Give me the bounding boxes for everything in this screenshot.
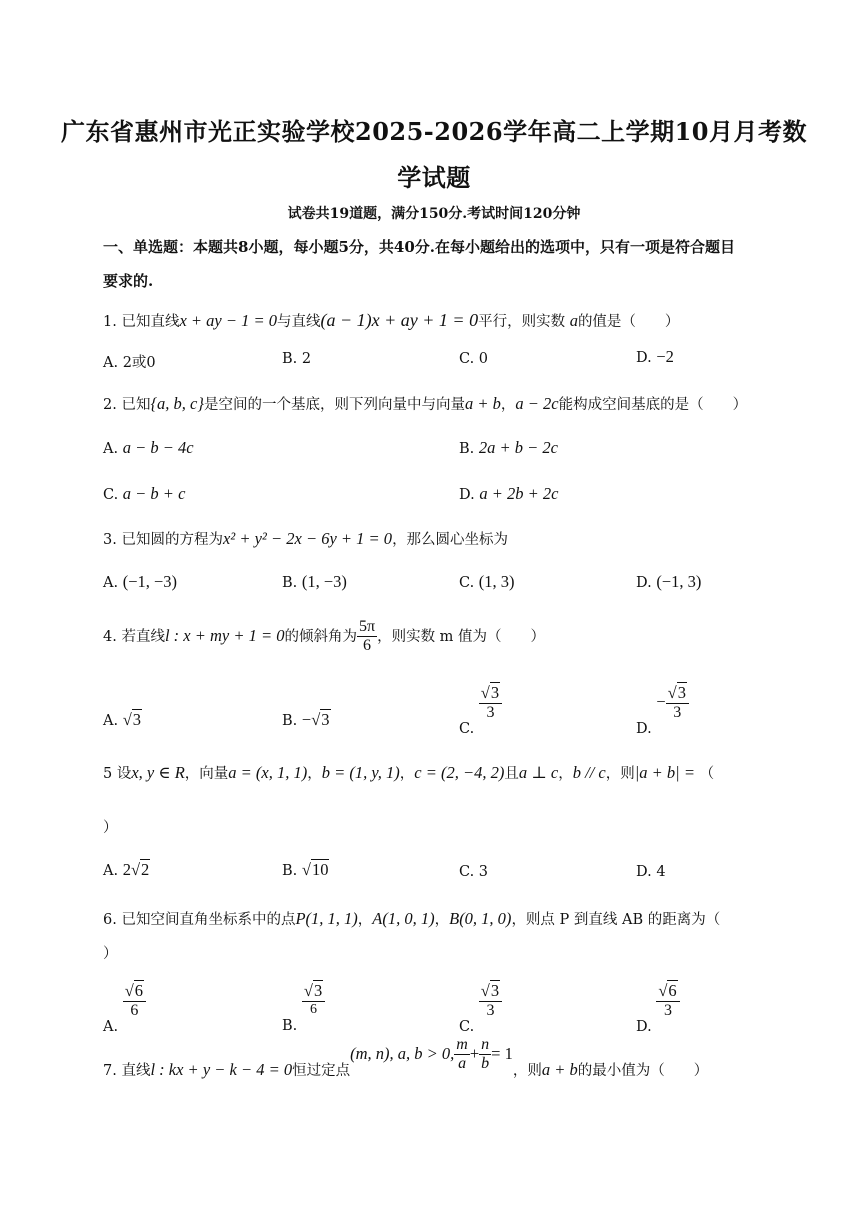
- q6-point-b: B(0, 1, 0): [449, 909, 512, 928]
- q7-condition: (m, n), a, b > 0,: [350, 1043, 455, 1063]
- q3-equation: x² + y² − 2x − 6y + 1 = 0: [222, 529, 393, 548]
- q7-sum: a + b: [541, 1059, 578, 1079]
- section-heading-line-2: 要求的.: [103, 272, 154, 290]
- q2-basis: {a, b, c}: [150, 394, 204, 413]
- question-5: 5 设x, y ∈ R，向量a = (x, 1, 1)，b = (1, y, 1)，c = (2, −4, 2)且a ⊥ c，b // c，则|a + b| = （: [103, 763, 715, 782]
- q2-option-c-label: C.: [103, 487, 123, 503]
- q7-fraction-1: [454, 1036, 470, 1074]
- q2-end: 能构成空间基底的是（ ）: [558, 397, 748, 413]
- question-2: [103, 393, 747, 414]
- q5-condition-2: b // c: [572, 763, 606, 782]
- question-7: [103, 1036, 709, 1090]
- q5-option-b: [282, 860, 329, 880]
- q7-line-equation: l : kx + y − k − 4 = 0: [150, 1059, 293, 1079]
- q7-mid: 恒过定点: [292, 1062, 351, 1079]
- q7-prefix: 7. 直线: [103, 1062, 151, 1079]
- q1-option-d: [636, 347, 674, 367]
- q6-option-a: [103, 981, 146, 1036]
- q1-prefix: 1. 已知直线: [103, 314, 180, 330]
- q3-option-c-value: (1, 3): [478, 572, 515, 591]
- q1-line2-equation: (a − 1)x + ay + 1 = 0: [320, 310, 479, 330]
- q6-prefix: 6. 已知空间直角坐标系中的点: [103, 912, 296, 928]
- q2-mid: 是空间的一个基底，则下列向量中与向量: [203, 397, 465, 413]
- q2-option-a-value: a − b − 4c: [122, 438, 194, 457]
- q4-option-d-value: [666, 684, 689, 722]
- q2-option-c-value: a − b + c: [122, 484, 186, 503]
- q4-option-c-numerator: √3: [479, 684, 502, 704]
- q5-option-a-label: A.: [103, 863, 123, 879]
- q5-paren-open: （: [699, 766, 715, 782]
- q4-option-a-label: A.: [103, 713, 123, 729]
- q4-option-b-label: B.: [282, 713, 302, 729]
- q7-fraction-2: [479, 1036, 491, 1074]
- q6-option-d: [636, 981, 680, 1036]
- q1-option-d-label: D.: [636, 350, 657, 366]
- q6-option-b-value: [302, 982, 325, 1018]
- q4-angle-denominator: 6: [363, 637, 372, 655]
- q6-option-c: [459, 981, 502, 1036]
- q6-option-a-radicand: 6: [134, 981, 144, 1000]
- q7-plus: +: [469, 1043, 480, 1063]
- section-heading-line-1: 一、单选题：本题共8小题，每小题5分，共40分.在每小题给出的选项中，只有一项是符合题目: [103, 238, 735, 256]
- q4-angle-fraction: [357, 618, 377, 656]
- q5-option-b-value: √10: [301, 860, 329, 879]
- q5-domain: x, y ∈ R: [131, 763, 185, 782]
- question-1: [103, 310, 679, 331]
- q3-prefix: 3. 已知圆的方程为: [103, 532, 223, 548]
- q3-option-d-value: (−1, 3): [656, 572, 702, 591]
- exam-title-line-1: 广东省惠州市光正实验学校2025-2026学年高二上学期10月月考数: [61, 117, 807, 146]
- q7-fraction-1-denominator: a: [458, 1055, 467, 1073]
- q6-option-c-numerator: √3: [479, 982, 502, 1002]
- q2-vector-2: a − 2c: [515, 394, 559, 413]
- q2-option-d: [459, 484, 558, 504]
- q7-then: ，则: [512, 1062, 542, 1079]
- q3-end: ，那么圆心坐标为: [392, 532, 509, 548]
- q7-fraction-1-numerator: m: [454, 1036, 470, 1055]
- q1-mid: 与直线: [277, 314, 321, 330]
- q2-option-b: [459, 438, 558, 458]
- q6-option-c-radicand: 3: [490, 981, 500, 1000]
- q2-comma: ，: [500, 397, 516, 413]
- q4-option-c-radicand: 3: [490, 683, 500, 702]
- q4-option-d: [636, 683, 689, 738]
- q6-paren-close: ）: [103, 946, 118, 962]
- q4-option-a-radicand: 3: [132, 710, 142, 729]
- q4-option-a: [103, 710, 142, 730]
- q6-option-b-numerator: √3: [302, 982, 325, 1002]
- q5-option-b-radicand: 10: [311, 860, 329, 879]
- q1-option-d-value: −2: [656, 347, 674, 366]
- q1-line1-equation: x + ay − 1 = 0: [179, 311, 278, 330]
- q3-option-b-label: B.: [282, 575, 302, 591]
- q5-condition-1: a ⊥ c: [518, 763, 559, 782]
- q6-option-d-value: [656, 982, 679, 1020]
- q5-paren-close: ）: [103, 820, 118, 836]
- q2-option-a: [103, 438, 194, 458]
- q3-option-d: [636, 572, 701, 592]
- q6-option-d-numerator: √6: [656, 982, 679, 1002]
- q2-option-d-label: D.: [459, 487, 480, 503]
- q6-option-a-label: A.: [103, 1019, 123, 1036]
- q2-option-c: [103, 484, 185, 504]
- q4-prefix: 4. 若直线: [103, 628, 165, 645]
- q5-prefix-2: 设: [116, 766, 132, 782]
- q5-option-a-radicand: 2: [141, 860, 150, 879]
- q7-end: 的最小值为（ ）: [577, 1062, 709, 1079]
- q3-option-b: [282, 572, 347, 592]
- q4-option-d-label: D.: [636, 721, 657, 738]
- q7-fraction-2-denominator: b: [481, 1055, 490, 1073]
- q4-option-c-denominator: 3: [486, 703, 495, 721]
- q6-point-p: P(1, 1, 1): [295, 909, 358, 928]
- q2-option-b-label: B.: [459, 441, 479, 457]
- q1-end: 的值是（ ）: [577, 314, 680, 330]
- q5-option-a-coef: 2: [122, 860, 131, 879]
- q5-and: 且: [504, 766, 519, 782]
- question-4: [103, 618, 545, 656]
- q5-then: ，则: [605, 766, 635, 782]
- q6-option-b-radicand: 3: [313, 981, 323, 1000]
- q2-option-d-value: a + 2b + 2c: [479, 484, 559, 503]
- q2-option-b-value: 2a + b − 2c: [478, 438, 558, 457]
- q5-option-c: C. 3: [459, 864, 489, 880]
- q6-option-d-denominator: 3: [663, 1001, 672, 1019]
- q5-vector-a: a = (x, 1, 1): [228, 763, 308, 782]
- q6-option-a-value: [123, 982, 146, 1020]
- q4-option-a-value: √3: [122, 710, 142, 729]
- q4-option-c: [459, 683, 502, 738]
- q6-option-d-label: D.: [636, 1019, 657, 1036]
- question-6: 6. 已知空间直角坐标系中的点P(1, 1, 1)，A(1, 0, 1)，B(0, 1, 0)，则点 P 到直线 AB 的距离为（: [103, 909, 721, 928]
- q3-option-d-label: D.: [636, 575, 657, 591]
- q6-point-a: A(1, 0, 1): [372, 909, 435, 928]
- q1-tail: 平行，则实数: [478, 314, 566, 330]
- exam-subtitle: 试卷共19道题，满分150分.考试时间120分钟: [287, 206, 581, 222]
- q6-option-c-label: C.: [459, 1019, 479, 1036]
- q4-option-d-sign: −: [656, 692, 666, 712]
- q4-end: ，则实数 m 值为（ ）: [377, 628, 546, 645]
- q1-option-b: B. 2: [282, 351, 312, 367]
- q4-option-b-value: −√3: [301, 710, 330, 729]
- q3-option-b-value: (1, −3): [301, 572, 347, 591]
- q3-option-c: [459, 572, 515, 592]
- q4-option-c-value: [479, 684, 502, 722]
- q7-equals: = 1: [491, 1043, 513, 1063]
- q3-option-a-label: A.: [103, 575, 123, 591]
- q4-option-b: [282, 710, 331, 730]
- section-heading: [103, 230, 763, 298]
- q5-option-d: D. 4: [636, 864, 666, 880]
- q3-option-a-value: (−1, −3): [122, 572, 178, 591]
- q6-option-b: [282, 981, 325, 1035]
- q2-prefix: 2. 已知: [103, 397, 151, 413]
- q6-end: ，则点 P 到直线 AB 的距离为（: [511, 912, 721, 928]
- q4-option-d-radicand: 3: [677, 683, 686, 702]
- q2-vector-1: a + b: [464, 394, 501, 413]
- q6-option-c-value: [479, 982, 502, 1020]
- q4-option-b-sign: −: [301, 710, 312, 729]
- q4-option-d-denominator: 3: [673, 703, 682, 721]
- q4-mid: 的倾斜角为: [284, 628, 357, 645]
- exam-title-line-2: 学试题: [397, 163, 471, 192]
- q1-variable: a: [569, 311, 578, 330]
- q5-option-b-label: B.: [282, 863, 302, 879]
- q1-option-a: A. 2或0: [103, 355, 156, 371]
- q3-option-c-label: C.: [459, 575, 479, 591]
- q4-option-c-label: C.: [459, 721, 479, 738]
- q6-option-b-denominator: 6: [310, 1001, 318, 1017]
- question-3: [103, 528, 508, 549]
- q5-vector-b: b = (1, y, 1): [321, 763, 400, 782]
- q5-result: |a + b| =: [634, 763, 695, 782]
- q3-option-a: [103, 572, 177, 592]
- q4-angle-numerator: 5π: [357, 618, 377, 637]
- q5-vector-c: c = (2, −4, 2): [414, 763, 505, 782]
- q4-option-b-radicand: 3: [321, 710, 330, 729]
- q6-option-a-numerator: √6: [123, 982, 146, 1002]
- q6-option-b-label: B.: [282, 1018, 302, 1035]
- q5-mid: ，向量: [184, 766, 229, 782]
- q6-option-a-denominator: 6: [130, 1001, 139, 1019]
- q7-fraction-2-numerator: n: [479, 1036, 491, 1055]
- q6-option-c-denominator: 3: [486, 1001, 495, 1019]
- q5-option-a-value: 2√2: [122, 860, 150, 879]
- q2-option-a-label: A.: [103, 441, 123, 457]
- q4-equation: l : x + my + 1 = 0: [164, 625, 285, 645]
- q5-option-a: [103, 860, 150, 880]
- q5-prefix: 5: [103, 766, 113, 782]
- q4-option-d-numerator: √3: [666, 684, 689, 704]
- q6-option-d-radicand: 6: [668, 981, 677, 1000]
- q1-option-c: C. 0: [459, 351, 489, 367]
